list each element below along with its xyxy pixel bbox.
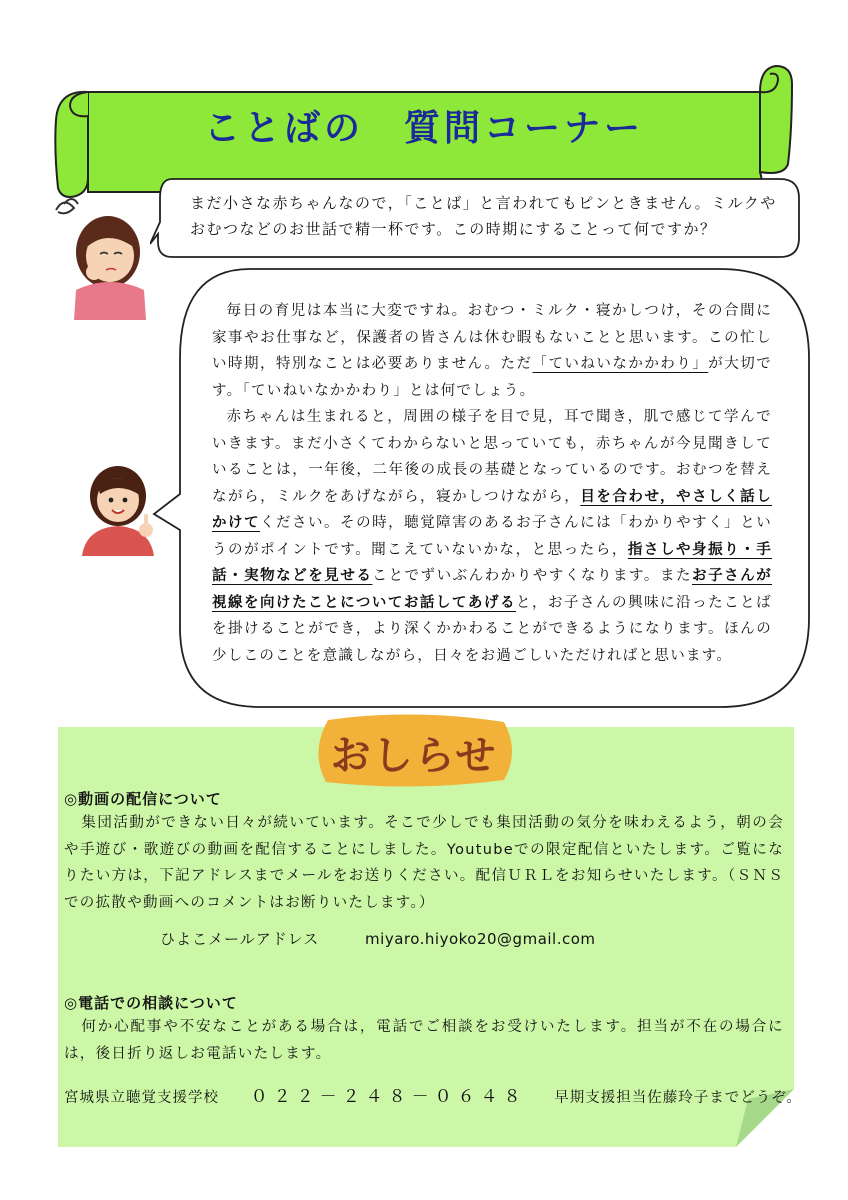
worried-mother-illustration — [46, 190, 156, 320]
phone-section-body: 何か心配事や不安なことがある場合は，電話でご相談をお受けいたします。担当が不在の場合には，後日折り返しお電話いたします。 — [64, 1019, 784, 1062]
school-name: 宮城県立聴覚支援学校 — [64, 1090, 219, 1106]
phone-section-heading: ◎電話での相談について — [64, 994, 238, 1012]
key-phrase-follow-gaze: お子さんが視線を向けたことについてお話してあげる — [212, 568, 773, 611]
video-section-body: 集団活動ができない日々が続いています。そこで少しでも集団活動の気分を味わえるよう，朝の会や手遊び・歌遊びの動画を配信することにしました。Youtubeでの限定配信といたします。ご覧になりたい方は，下記アドレスまでメールをお送りください。配信ＵＲＬをお知らせいたします。（ＳＮＳでの拡散や動画へのコメントはお断りいたします。） — [64, 815, 784, 911]
key-phrase-eye-contact: 目を合わせ，やさしく話しかけて — [212, 488, 773, 531]
mail-label: ひよこメールアドレス — [160, 930, 320, 948]
key-phrase-gestures: 指さしや身振り・手話・実物などを見せる — [212, 541, 772, 584]
key-phrase-teinei: 「ていねいなかかわり」 — [532, 356, 709, 372]
notice-badge-text: おしらせ — [330, 733, 498, 779]
page-title: ことばの 質問コーナー — [203, 108, 644, 149]
question-text: まだ小さな赤ちゃんなので，「ことば」と言われてもピンときません。ミルクやおむつなどのお世話で精一杯です。この時期にすることって何ですか？ — [190, 194, 777, 238]
contact-row — [64, 1082, 802, 1107]
mail-address[interactable]: miyaro.hiyoko20@gmail.com — [365, 930, 596, 948]
contact-note: 早期支援担当佐藤玲子までどうぞ。 — [554, 1090, 802, 1106]
answer-text: 毎日の育児は本当に大変ですね。おむつ・ミルク・寝かしつけ，その合間に家事やお仕事など，保護者の皆さんは休む暇もないことと思います。この忙しい時期，特別なことは必要ありません。ただ「ていねいなかかわり」が大切です。「ていねいなかかわり」とは何でしょう。 赤ちゃんは生まれると，周囲の様子を目で見，耳で聞き，肌で感じて学んでいきます。まだ小さくてわからないと思っていても，赤ちゃんが今見聞きしていることは，一年後，二年後の成長の基礎となっているのです。おむつを替えながら，ミルクをあげながら，寝かしつけながら，目を合わせ，やさしく話しかけてください。その時，聴覚障害のあるお子さんには「わかりやすく」というのがポイントです。聞こえていないかな，と思ったら，指さしや身振り・手話・実物などを見せることでずいぶんわかりやすくなります。またお子さんが視線を向けたことについてお話してあげると，お子さんの興味に沿ったことばを掛けることができ，より深くかかわることができるようになります。ほんの少しこのことを意識しながら，日々をお過ごしいただければと思います。 — [212, 303, 773, 664]
mail-row — [160, 928, 596, 949]
phone-number[interactable]: ０２２－２４８－０６４８ — [250, 1087, 527, 1107]
video-section-heading: ◎動画の配信について — [64, 790, 222, 808]
